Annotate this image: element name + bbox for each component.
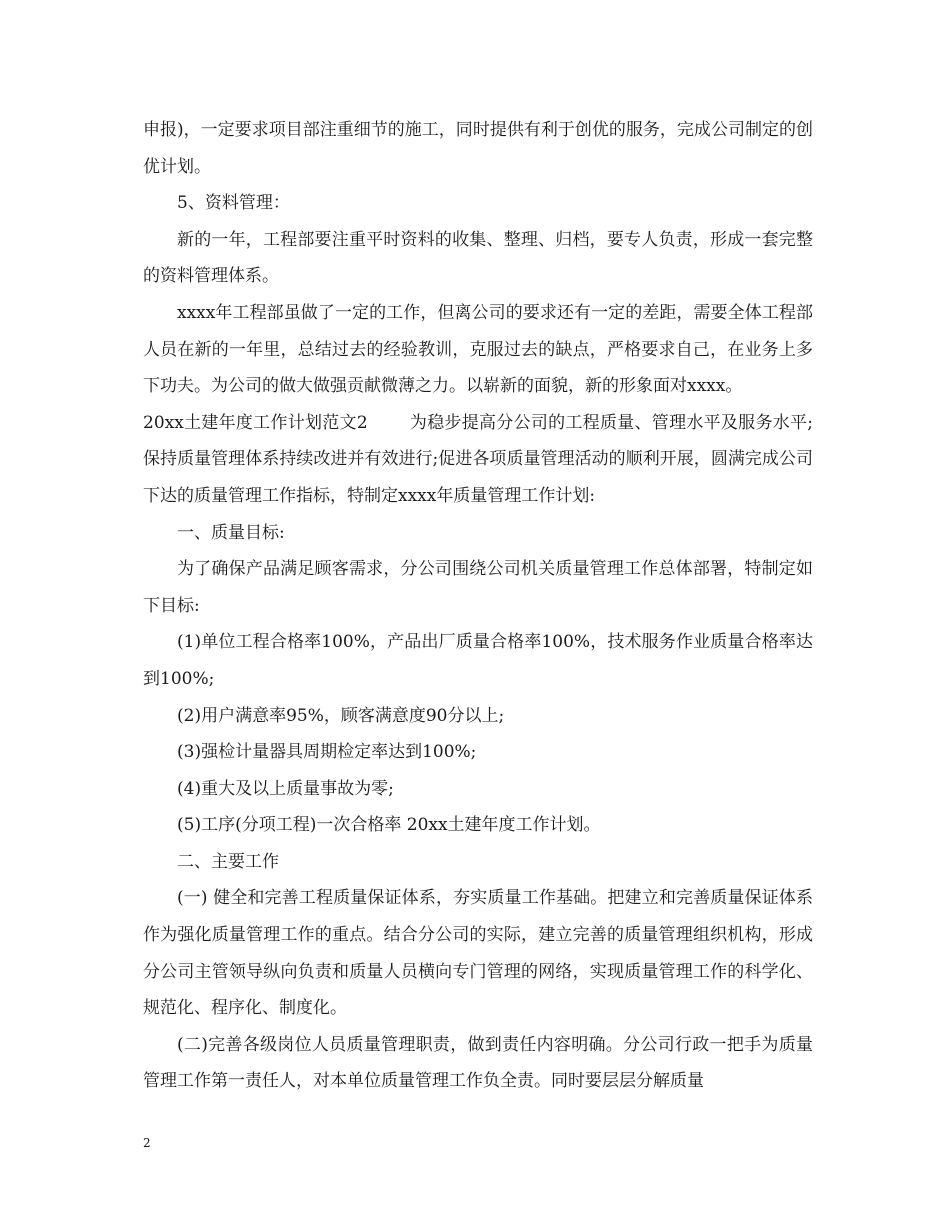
list-item: (2)用户满意率95%，顾客满意度90分以上; — [177, 705, 505, 726]
paragraph: (一) 健全和完善工程质量保证体系，夯实质量工作基础。把建立和完善质量保证体系作为强化质量管理工作的重点。结合分公司的实际，建立完善的质量管理组织机构，形成分公司主管领导纵向负责和质量人员横向专门管理的网络，实现质量管理工作的科学化、规范化、程序化、制度化。 — [143, 888, 813, 1019]
document-body — [143, 112, 813, 1100]
paragraph: (二)完善各级岗位人员质量管理职责，做到责任内容明确。分公司行政一把手为质量管理工作第一责任人，对本单位质量管理工作负全责。同时要层层分解质量 — [143, 1034, 813, 1092]
list-item: (4)重大及以上质量事故为零; — [177, 778, 394, 799]
list-item: (5)工序(分项工程)一次合格率 20xx土建年度工作计划。 — [177, 815, 601, 836]
section-heading: 一、质量目标: — [177, 522, 285, 543]
list-item: (3)强检计量器具周期检定率达到100%; — [177, 742, 477, 763]
paragraph-text: 为稳步提高分公司的工程质量、管理水平及服务水平;保持质量管理体系持续改进并有效进行;促进各项质量管理活动的顺利开展，圆满完成公司下达的质量管理工作指标，特制定xxxx年质量管理工作计划: — [143, 412, 813, 506]
paragraph: 为了确保产品满足顾客需求，分公司围绕公司机关质量管理工作总体部署，特制定如下目标: — [143, 559, 813, 616]
document-title: 20xx土建年度工作计划范文2 — [143, 412, 368, 433]
paragraph — [143, 405, 813, 515]
paragraph: xxxx年工程部虽做了一定的工作，但离公司的要求还有一定的差距，需要全体工程部人员在新的一年里，总结过去的经验教训，克服过去的缺点，严格要求自己，在业务上多下功夫。为公司的做大做强贡献微薄之力。以崭新的面貌，新的形象面对xxxx。 — [143, 302, 813, 397]
section-heading: 二、主要工作 — [177, 851, 279, 872]
paragraph: 申报)，一定要求项目部注重细节的施工，同时提供有利于创优的服务，完成公司制定的创优计划。 — [143, 120, 813, 177]
list-item: (1)单位工程合格率100%，产品出厂质量合格率100%，技术服务作业质量合格率达到100%; — [143, 632, 813, 689]
section-heading: 5、资料管理： — [177, 193, 290, 214]
page-number: 2 — [143, 1136, 151, 1150]
paragraph: 新的一年，工程部要注重平时资料的收集、整理、归档，要专人负责，形成一套完整的资料管理体系。 — [143, 229, 813, 287]
